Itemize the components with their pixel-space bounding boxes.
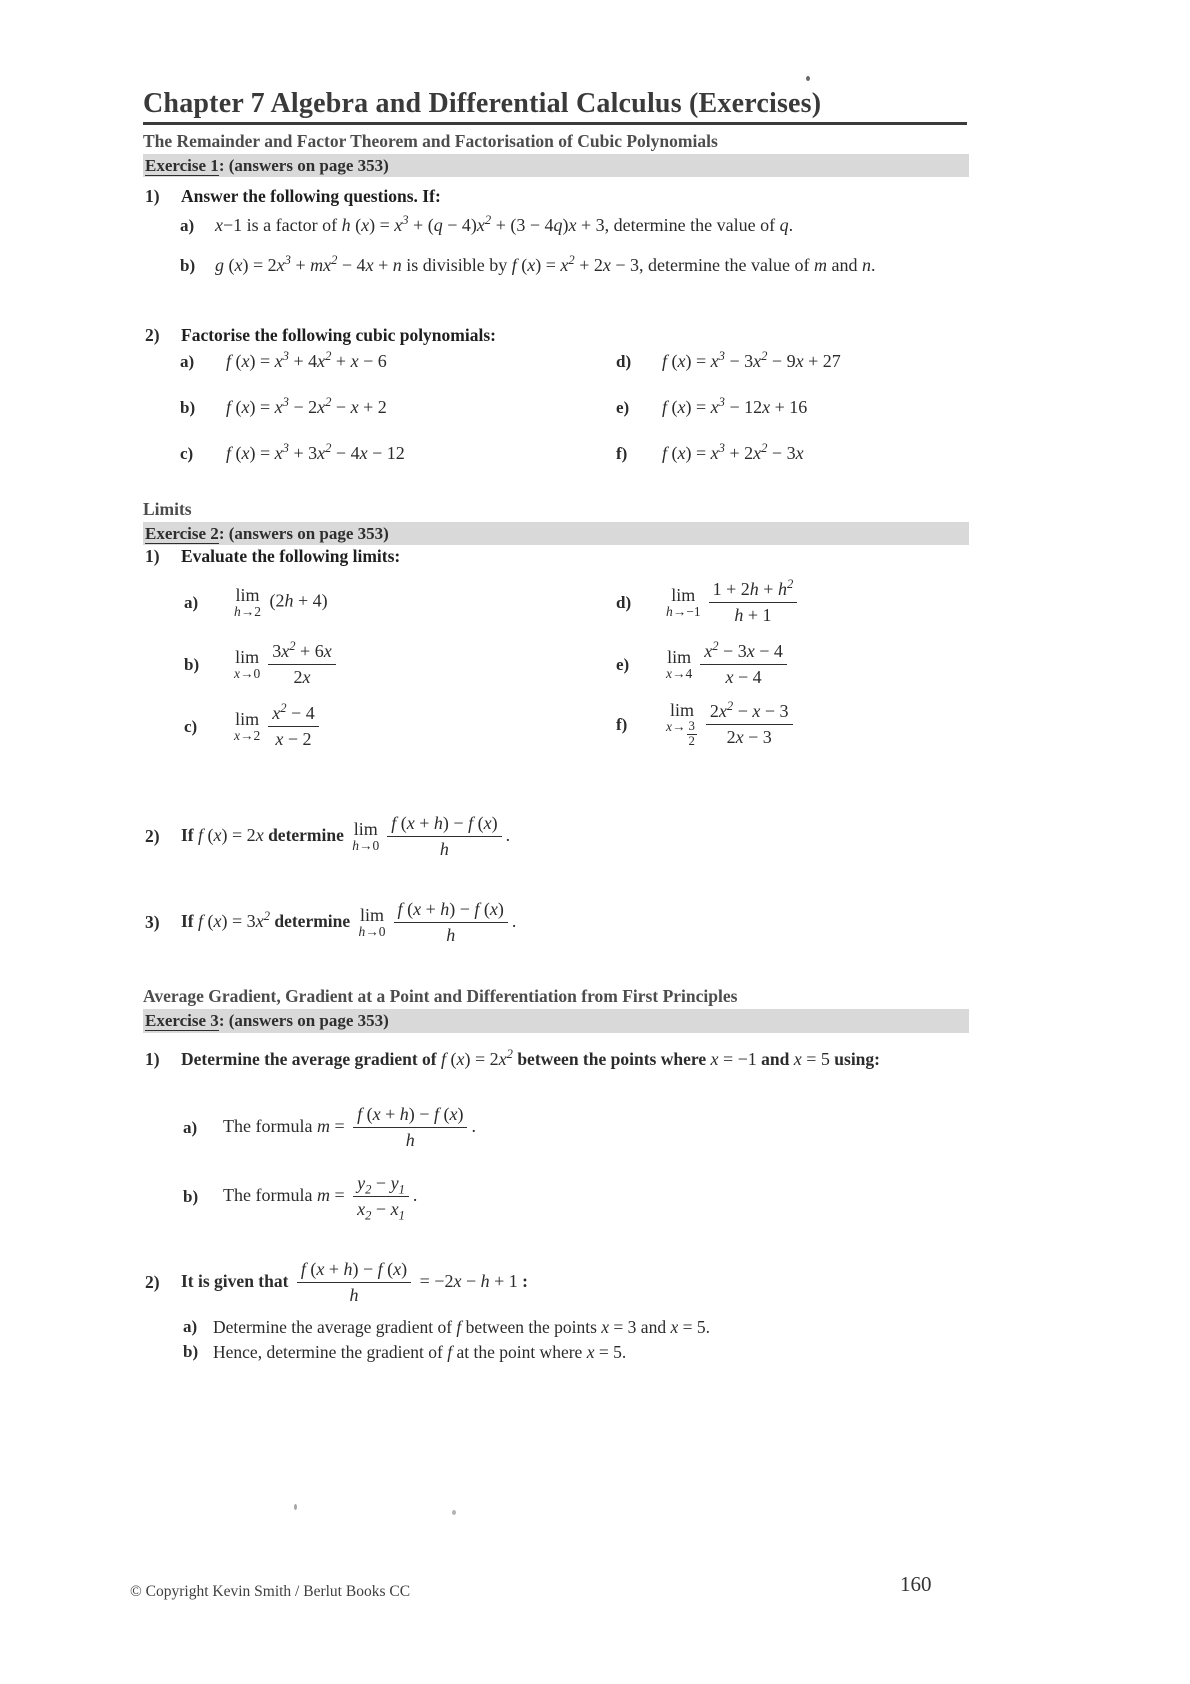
math-expression: It is given that $\frac{f (x + h) - f (x)}{h}$ = −2x − h + 1 :: [181, 1258, 528, 1308]
math-expression: f $(x) = x^3 - 3x^2 - 9x + 27$: [662, 349, 841, 371]
page-title: Chapter 7 Algebra and Differential Calculus (Exercises): [143, 88, 822, 119]
item-label: a): [180, 351, 195, 371]
exercise2-label: Exercise 2: [145, 524, 219, 543]
ex1-q2-item-c: [180, 442, 405, 465]
math-expression: lim x→4 $\frac{x^2 - 3x - 4}{x - 4}$: [662, 640, 791, 690]
part-label: a): [183, 1117, 198, 1137]
math-expression: f $(x) = x^3 - 12x + 16$: [662, 395, 808, 417]
limit-item-a: [184, 586, 328, 619]
math-expression: f $(x) = x^3 + 4x^2 + x - 6$: [226, 349, 387, 371]
item-label: f): [616, 714, 628, 734]
exercise1-label: Exercise 1: [145, 156, 219, 175]
math-expression: g $(x) = 2x^3 + mx^2 - 4x + n$ is divisible by f $(x) = x^2 + 2x - 3$, determine the value of m and n.: [215, 253, 876, 275]
question-prompt: Answer the following questions. If:: [181, 186, 441, 206]
ex3-question2: [145, 1258, 528, 1308]
section-heading-limits: Limits: [143, 499, 192, 519]
math-expression: Determine the average gradient of f between the points x = 3 and x = 5.: [213, 1317, 710, 1337]
part-label: b): [183, 1342, 199, 1362]
item-label: b): [180, 397, 196, 417]
exercise3-header: [143, 1009, 969, 1033]
question-number: 3): [145, 912, 160, 933]
part-label: b): [183, 1186, 199, 1206]
exercise2-note: : (answers on page 353): [218, 524, 389, 543]
section-heading-remainder-theorem: The Remainder and Factor Theorem and Factorisation of Cubic Polynomials: [143, 131, 718, 151]
ex3-q1-part-b: [183, 1172, 417, 1222]
ex1-q2-item-e: [616, 396, 807, 419]
limit-item-c: [184, 702, 323, 752]
part-label: a): [183, 1317, 198, 1337]
limit-item-e: [616, 640, 791, 690]
page-number: 160: [900, 1572, 932, 1596]
math-expression: lim x→ $\frac{3}{2}$ $\frac{2x^2 - x - 3}{2x - 3}$: [662, 700, 797, 750]
ex1-q2-item-f: [616, 442, 804, 465]
copyright-notice: © Copyright Kevin Smith / Berlut Books CC: [130, 1583, 411, 1600]
item-label: f): [616, 443, 628, 463]
item-label: e): [616, 654, 630, 674]
item-label: b): [184, 654, 200, 674]
ex3-q1-part-a: [183, 1103, 476, 1153]
ex1-question2: [145, 325, 496, 346]
math-expression: f $(x) = x^3 - 2x^2 - x + 2$: [226, 395, 387, 417]
item-label: a): [184, 592, 199, 612]
part-label: a): [180, 215, 195, 235]
exercise3-note: : (answers on page 353): [218, 1011, 389, 1030]
math-expression: f $(x) = x^3 + 3x^2 - 4x - 12$: [226, 441, 405, 463]
question-number: 1): [145, 1049, 160, 1070]
ex2-question3: [145, 898, 516, 948]
item-label: c): [180, 443, 194, 463]
math-expression: lim x→2 $\frac{x^2 - 4}{x - 2}$: [230, 702, 323, 752]
limit-item-d: [616, 578, 801, 628]
question-number: 2): [145, 1272, 160, 1293]
item-label: d): [616, 592, 632, 612]
question-prompt: Factorise the following cubic polynomials:: [181, 325, 496, 345]
ex1-q2-item-a: [180, 350, 387, 373]
math-expression: Determine the average gradient of f $(x) = 2x^2$ between the points where x = −1 and x = 5 using:: [181, 1047, 880, 1069]
question-number: 1): [145, 186, 160, 206]
math-expression: lim x→0 $\frac{3x^2 + 6x}{2x}$: [230, 640, 340, 690]
ex1-q1-part-b: [180, 254, 875, 277]
question-prompt: Evaluate the following limits:: [181, 546, 401, 566]
scan-artifact-speck: [294, 1504, 297, 1510]
math-expression: lim h→2 (2h + 4): [234, 585, 328, 619]
question-number: 2): [145, 325, 160, 345]
exercise2-header: [143, 522, 969, 545]
question-number: 1): [145, 546, 160, 566]
item-label: c): [184, 716, 198, 736]
scan-artifact-speck: [452, 1510, 456, 1515]
limit-item-b: [184, 640, 340, 690]
ex1-q1-part-a: [180, 214, 793, 237]
item-label: d): [616, 351, 632, 371]
math-expression: f $(x) = x^3 + 2x^2 - 3x$: [662, 441, 804, 463]
math-expression: If f (x) = 2x determine lim h→0 $\frac{f (x + h) - f (x)}{h}$ .: [181, 812, 510, 862]
math-expression: lim h→−1 $\frac{1 + 2h + h^2}{h + 1}$: [662, 578, 801, 628]
exercise3-label: Exercise 3: [145, 1011, 219, 1030]
ex1-q2-item-b: [180, 396, 387, 419]
section-heading-average-gradient: Average Gradient, Gradient at a Point and Differentiation from First Principles: [143, 986, 738, 1006]
exercise1-header: [143, 154, 969, 177]
math-expression: The formula m = $\frac{y_2 - y_1}{x_2 - x_1}$ .: [223, 1173, 418, 1223]
exercise1-note: : (answers on page 353): [218, 156, 389, 175]
ex1-q2-item-d: [616, 350, 841, 373]
part-label: b): [180, 255, 196, 275]
question-number: 2): [145, 826, 160, 847]
item-label: e): [616, 397, 630, 417]
math-expression: The formula m = $\frac{f (x + h) - f (x)}{h}$ .: [223, 1103, 476, 1153]
title-rule: [143, 122, 967, 125]
ex3-q2-part-b: [183, 1341, 626, 1364]
limit-item-f: [616, 700, 797, 750]
math-expression: x−1 is a factor of h $(x) = x^3 + (q - 4)x^2 + (3 - 4q)x + 3$, determine the value of q.: [215, 213, 794, 235]
ex3-q2-part-a: [183, 1316, 710, 1339]
scan-artifact-dot: [806, 76, 810, 81]
ex2-question1: [145, 546, 400, 567]
math-expression: If f $(x) = 3x^2$ determine lim h→0 $\frac{f (x + h) - f (x)}{h}$ .: [181, 898, 516, 948]
math-expression: Hence, determine the gradient of f at the point where x = 5.: [213, 1342, 627, 1362]
ex2-question2: [145, 812, 510, 862]
ex3-question1: [145, 1048, 880, 1071]
ex1-question1: [145, 186, 441, 207]
